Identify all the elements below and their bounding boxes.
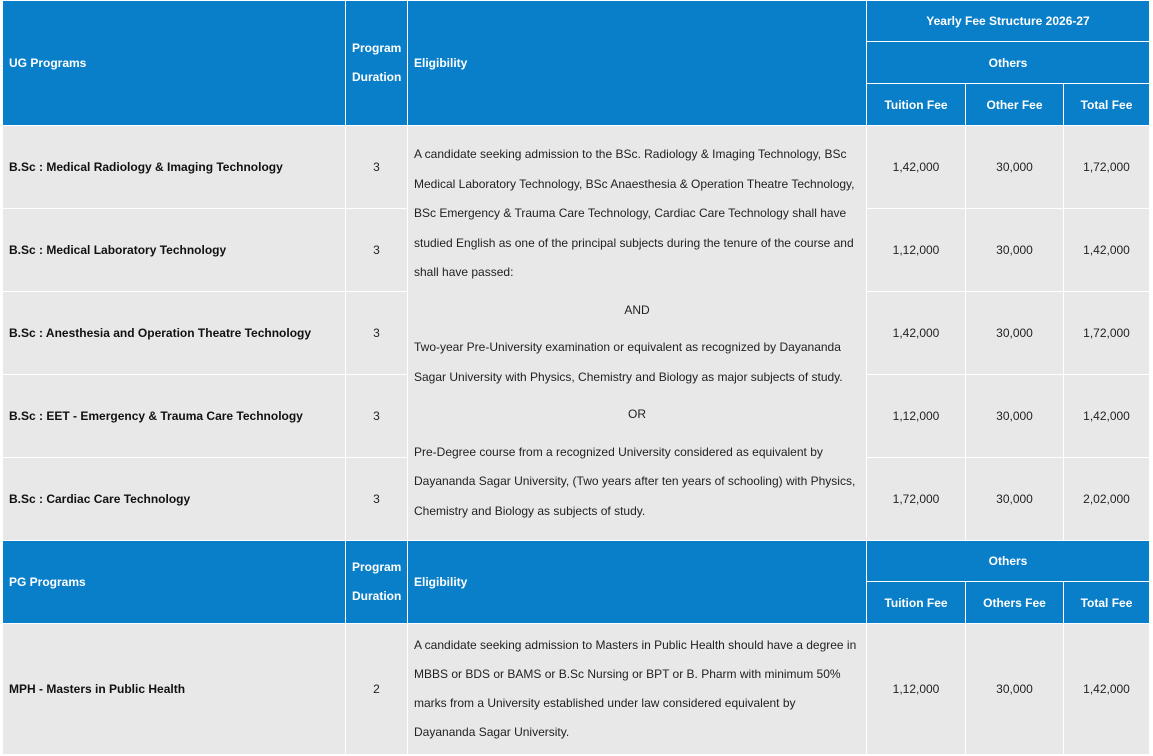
program-duration: 3 [346, 292, 408, 375]
program-duration: 3 [346, 209, 408, 292]
other-fee: 30,000 [966, 624, 1064, 755]
program-name: B.Sc : Anesthesia and Operation Theatre Technology [3, 292, 346, 375]
other-fee: 30,000 [966, 292, 1064, 375]
other-fee: 30,000 [966, 458, 1064, 541]
ug-total-header: Total Fee [1064, 84, 1150, 126]
ug-eligibility-text [408, 126, 867, 541]
pg-eligibility-text: A candidate seeking admission to Masters in Public Health should have a degree in MBBS or BDS or BAMS or B.Sc Nursing or BPT or B. Pharm with minimum 50% marks from a University established under law considered equivalent by Dayananda Sagar University. [408, 624, 867, 755]
ug-others-header: Others [867, 42, 1150, 84]
ug-duration-header [346, 1, 408, 126]
eligibility-and: AND [624, 302, 650, 317]
pg-tuition-header: Tuition Fee [867, 582, 966, 624]
tuition-fee: 1,12,000 [867, 624, 966, 755]
eligibility-para-3: Pre-Degree course from a recognized University considered as equivalent by Dayananda Sagar University, (Two years after ten years of schooling) with Physics, Chemistry and Biology as subjects of study. [414, 444, 856, 518]
pg-programs-header: PG Programs [3, 541, 346, 624]
yearly-fee-header: Yearly Fee Structure 2026-27 [867, 1, 1150, 42]
total-fee: 1,72,000 [1064, 126, 1150, 209]
program-duration: 3 [346, 126, 408, 209]
total-fee: 1,42,000 [1064, 624, 1150, 755]
duration-label-line1: Program [352, 560, 402, 574]
table-row [3, 126, 1150, 209]
program-name: MPH - Masters in Public Health [3, 624, 346, 755]
ug-tuition-header: Tuition Fee [867, 84, 966, 126]
program-name: B.Sc : Medical Radiology & Imaging Technology [3, 126, 346, 209]
eligibility-para-2: Two-year Pre-University examination or equivalent as recognized by Dayananda Sagar University with Physics, Chemistry and Biology as major subjects of study. [414, 340, 843, 384]
eligibility-para-1: A candidate seeking admission to the BSc. Radiology & Imaging Technology, BSc Medical Laboratory Technology, BSc Anaesthesia & Operation Theatre Technology, BSc Emergency & Trauma Care Technology, Cardiac Care Technology shall have studied English as one of the principal subjects during the tenure of the course and shall have passed: [414, 147, 855, 279]
tuition-fee: 1,72,000 [867, 458, 966, 541]
program-name: B.Sc : EET - Emergency & Trauma Care Technology [3, 375, 346, 458]
duration-label-line2: Duration [352, 70, 402, 84]
duration-label-line2: Duration [352, 589, 402, 603]
other-fee: 30,000 [966, 126, 1064, 209]
tuition-fee: 1,42,000 [867, 292, 966, 375]
total-fee: 1,72,000 [1064, 292, 1150, 375]
pg-eligibility-header: Eligibility [408, 541, 867, 624]
ug-programs-header: UG Programs [3, 1, 346, 126]
program-duration: 3 [346, 375, 408, 458]
other-fee: 30,000 [966, 375, 1064, 458]
pg-total-header: Total Fee [1064, 582, 1150, 624]
total-fee: 1,42,000 [1064, 209, 1150, 292]
fee-structure-table [2, 0, 1150, 755]
program-name: B.Sc : Cardiac Care Technology [3, 458, 346, 541]
program-duration: 2 [346, 624, 408, 755]
pg-duration-header [346, 541, 408, 624]
total-fee: 1,42,000 [1064, 375, 1150, 458]
program-name: B.Sc : Medical Laboratory Technology [3, 209, 346, 292]
table-row [3, 624, 1150, 755]
tuition-fee: 1,12,000 [867, 375, 966, 458]
duration-label-line1: Program [352, 41, 402, 55]
pg-others-header: Others [867, 541, 1150, 582]
ug-other-fee-header: Other Fee [966, 84, 1064, 126]
pg-other-fee-header: Others Fee [966, 582, 1064, 624]
program-duration: 3 [346, 458, 408, 541]
tuition-fee: 1,12,000 [867, 209, 966, 292]
total-fee: 2,02,000 [1064, 458, 1150, 541]
tuition-fee: 1,42,000 [867, 126, 966, 209]
other-fee: 30,000 [966, 209, 1064, 292]
eligibility-or: OR [628, 407, 646, 421]
ug-eligibility-header: Eligibility [408, 1, 867, 126]
